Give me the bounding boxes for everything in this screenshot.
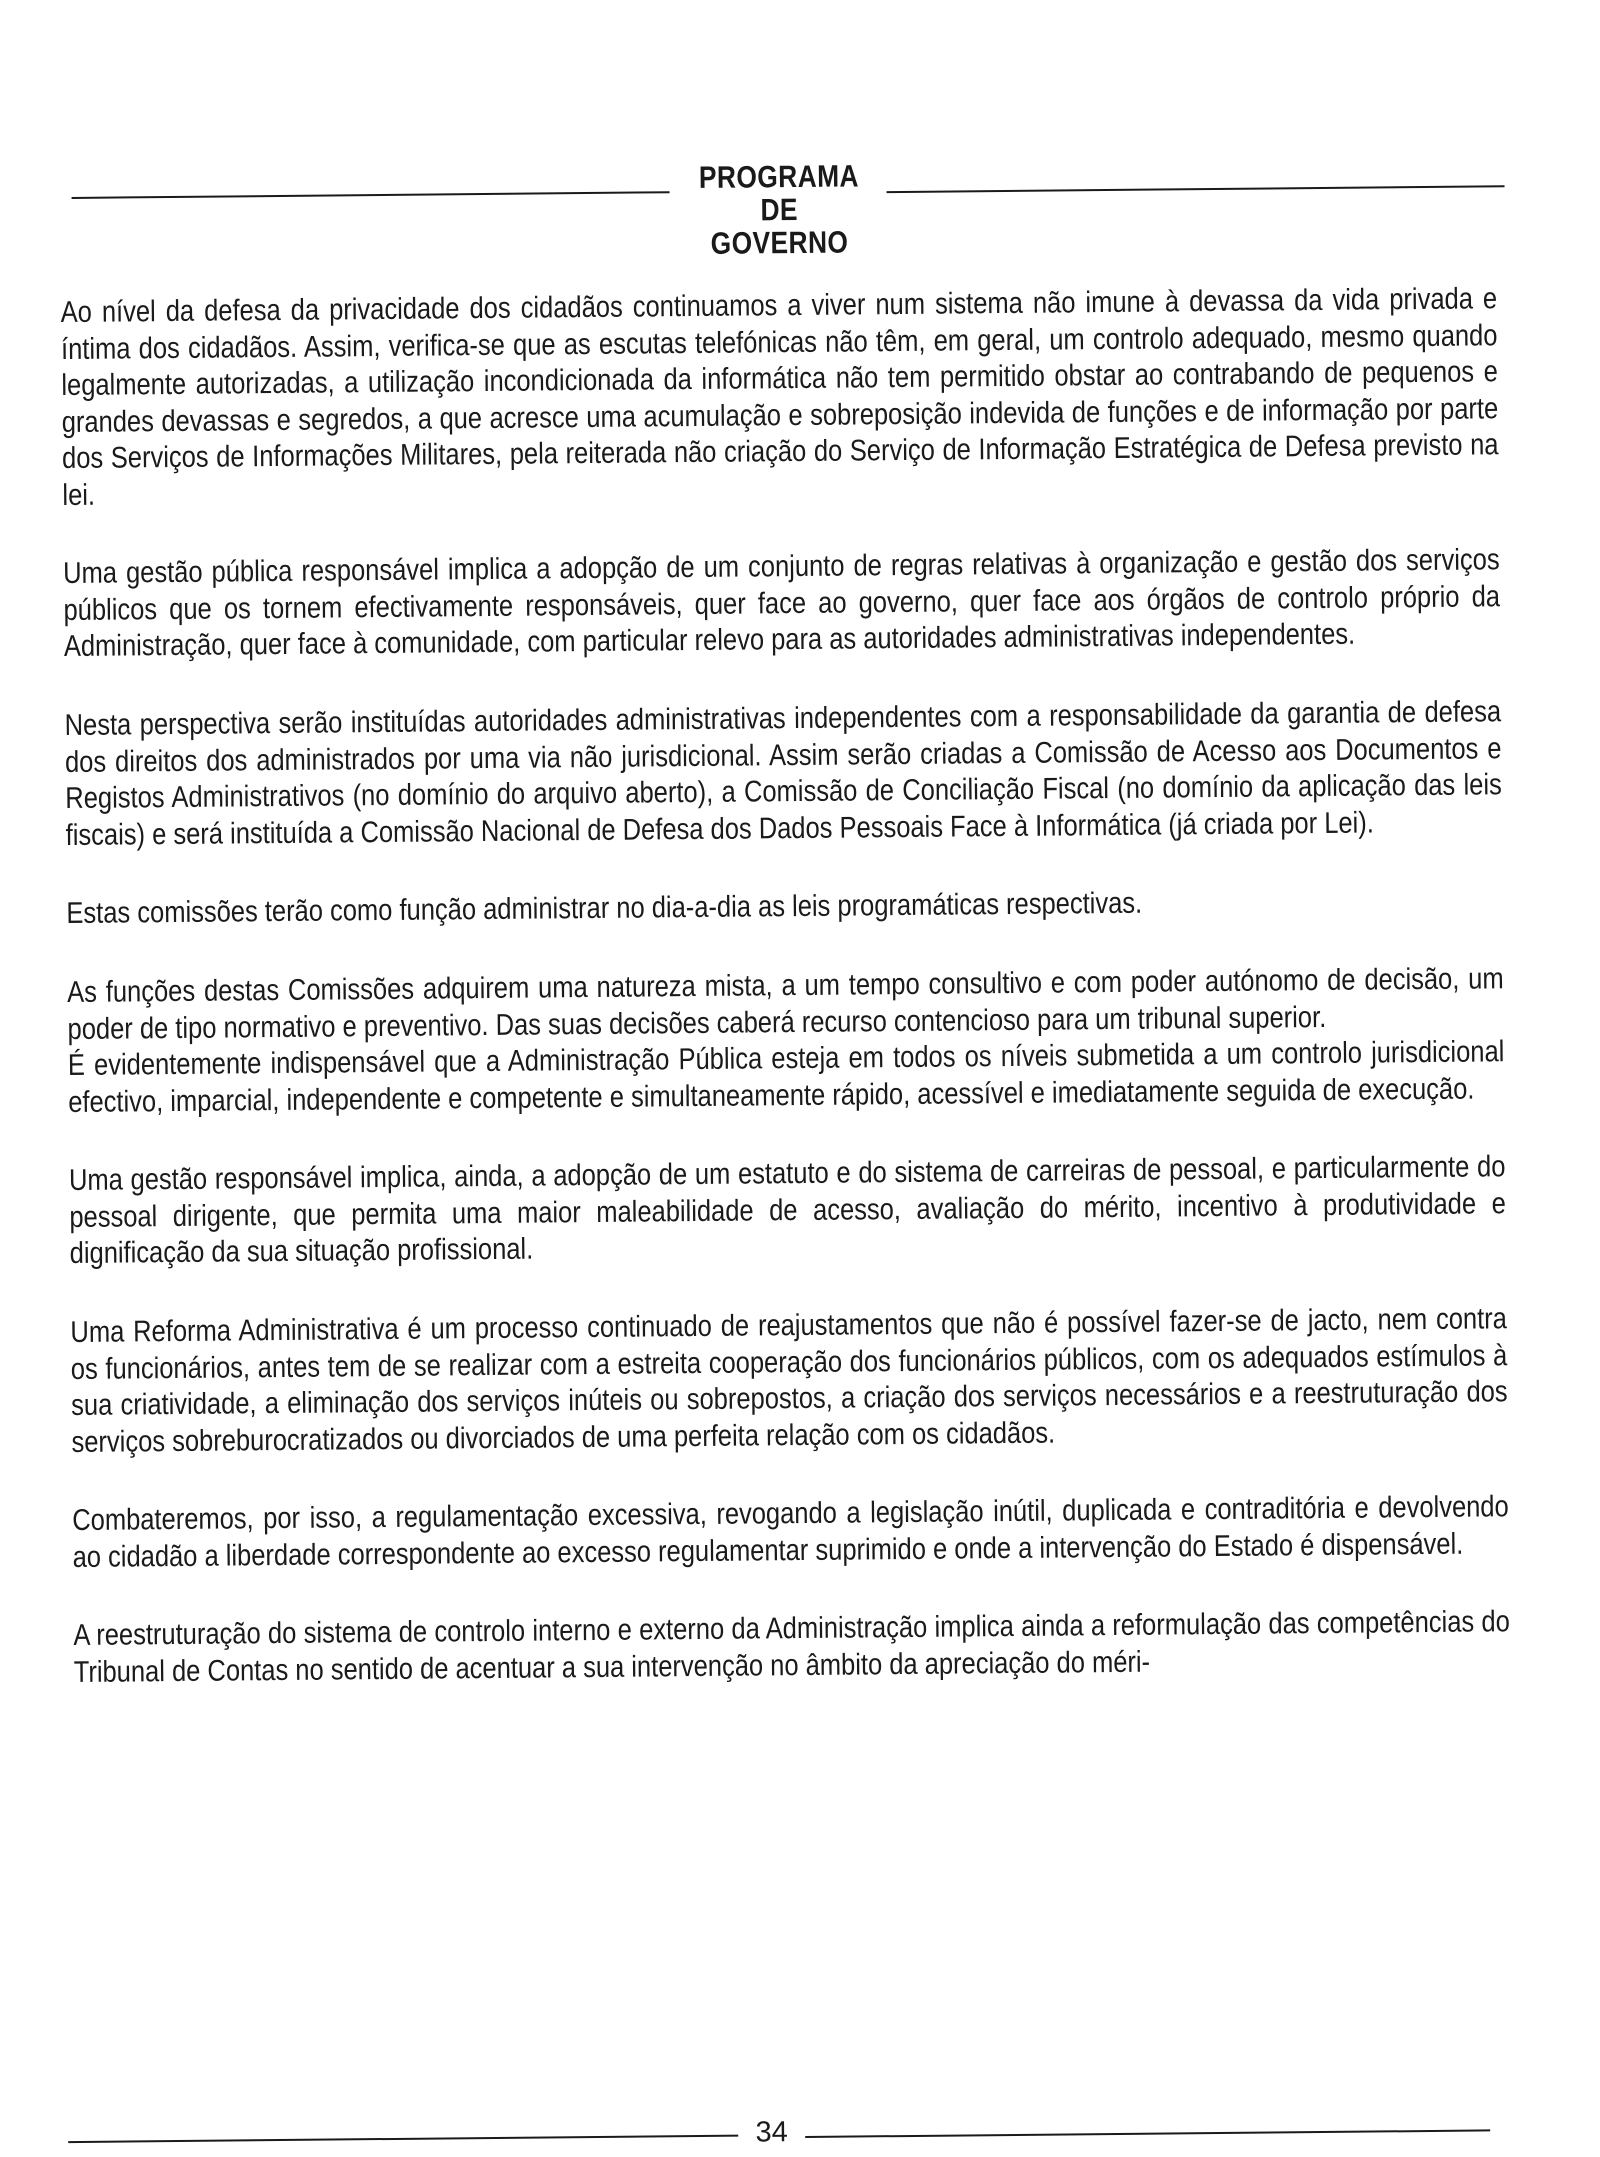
paragraph-public-management [63, 542, 1500, 666]
paragraph-text: Uma gestão pública responsável implica a adopção de um conjunto de regras relativas à organização e gestão dos serviços públicos que os tornem efectivamente responsáveis, quer face ao governo, quer face aos órgãos de controlo próprio da Administração, quer face à comunidade, com particular relevo para as autoridades administrativas independentes. [63, 543, 1501, 664]
paragraph-independent-authorities [64, 694, 1501, 854]
paragraph-text: As funções destas Comissões adquirem uma natureza mista, a um tempo consultivo e com poder autónomo de decisão, um poder de tipo normativo e preventivo. Das suas decisões caberá recurso contencioso para um tribunal superior. [67, 962, 1504, 1046]
header-rule-right [887, 185, 1505, 193]
paragraph-administrative-reform [70, 1301, 1507, 1461]
footer-rule-left [68, 2135, 738, 2143]
document-body [61, 281, 1511, 1733]
paragraph-regulation [72, 1489, 1509, 1576]
paragraph-text: É evidentemente indispensável que a Administração Pública esteja em todos os níveis submetida a um controlo jurisdicional efectivo, imparcial, independente e competente e simultaneamente rápido, acessível e imediatamente seguida de execução. [67, 1035, 1505, 1119]
paragraph-court-of-auditors [73, 1604, 1510, 1691]
header-rule-left [72, 191, 670, 199]
paragraph-text: Ao nível da defesa da privacidade dos cidadãos continuamos a viver num sistema não imune à devassa da vida privada e íntima dos cidadãos. Assim, verifica-se que as escutas telefónicas não têm, em geral, um controlo adequado, mesmo quando legalmente autorizadas, a utilização incondicionada da informática não tem permitido obstar ao contrabando de pequenos e grandes devassas e segredos, a que acresce uma acumulação e sobreposição indevida de funções e de informação por parte dos Serviços de Informações Militares, pela reiterada não criação do Serviço de Informação Estratégica de Defesa previsto na lei. [60, 282, 1499, 512]
paragraph-text: Uma gestão responsável implica, ainda, a adopção de um estatuto e do sistema de carreiras de pessoal, e particularmente do pessoal dirigente, que permita uma maior maleabilidade de acesso, avaliação do mérito, incentivo à produtividade e dignificação da sua situação profissional. [68, 1150, 1506, 1271]
header-title-line-1: PROGRAMA [698, 158, 860, 195]
paragraph-text: Combateremos, por isso, a regulamentação excessiva, revogando a legislação inútil, duplicada e contraditória e devolvendo ao cidadão a liberdade correspondente ao excesso regulamentar suprimido e onde a intervenção do Estado é dispensável. [72, 1490, 1509, 1574]
page-header-title [687, 159, 871, 260]
footer-rule-right [805, 2129, 1490, 2138]
paragraph-text: Estas comissões terão como função administrar no dia-a-dia as leis programáticas respectivas. [66, 886, 1143, 931]
header-title-line-2: DE GOVERNO [710, 191, 849, 261]
paragraph-text: Nesta perspectiva serão instituídas autoridades administrativas independentes com a responsabilidade da garantia de defesa dos direitos dos administrados por uma via não jurisdicional. Assim serão criadas a Comissão de Acesso aos Documentos e Registos Administrativos (no domínio do arquivo aberto), a Comissão de Conciliação Fiscal (no domínio da aplicação das leis fiscais) e será instituída a Comissão Nacional de Defesa dos Dados Pessoais Face à Informática (já criada por Lei). [64, 695, 1502, 852]
paragraph-jurisdictional-control [68, 1034, 1505, 1121]
paragraph-commissions-function [66, 882, 1502, 933]
paragraph-commissions-nature [67, 961, 1504, 1048]
page-number: 34 [755, 2116, 788, 2149]
paragraph-text: Uma Reforma Administrativa é um processo continuado de reajustamentos que não é possível fazer-se de jacto, nem contra os funcionários, antes tem de se realizar com a estreita cooperação dos funcionários públicos, com os adequados estímulos à sua criatividade, a eliminação dos serviços inúteis ou sobrepostos, a criação dos serviços necessários e a reestruturação dos serviços sobreburocratizados ou divorciados de uma perfeita relação com os cidadãos. [70, 1302, 1508, 1459]
paragraph-text: A reestruturação do sistema de controlo interno e externo da Administração implica ainda a reformulação das competências do Tribunal de Contas no sentido de acentuar a sua intervenção no âmbito da apreciação do méri- [73, 1605, 1510, 1689]
paragraph-careers-statute [69, 1149, 1506, 1273]
paragraph-privacy [61, 281, 1499, 514]
